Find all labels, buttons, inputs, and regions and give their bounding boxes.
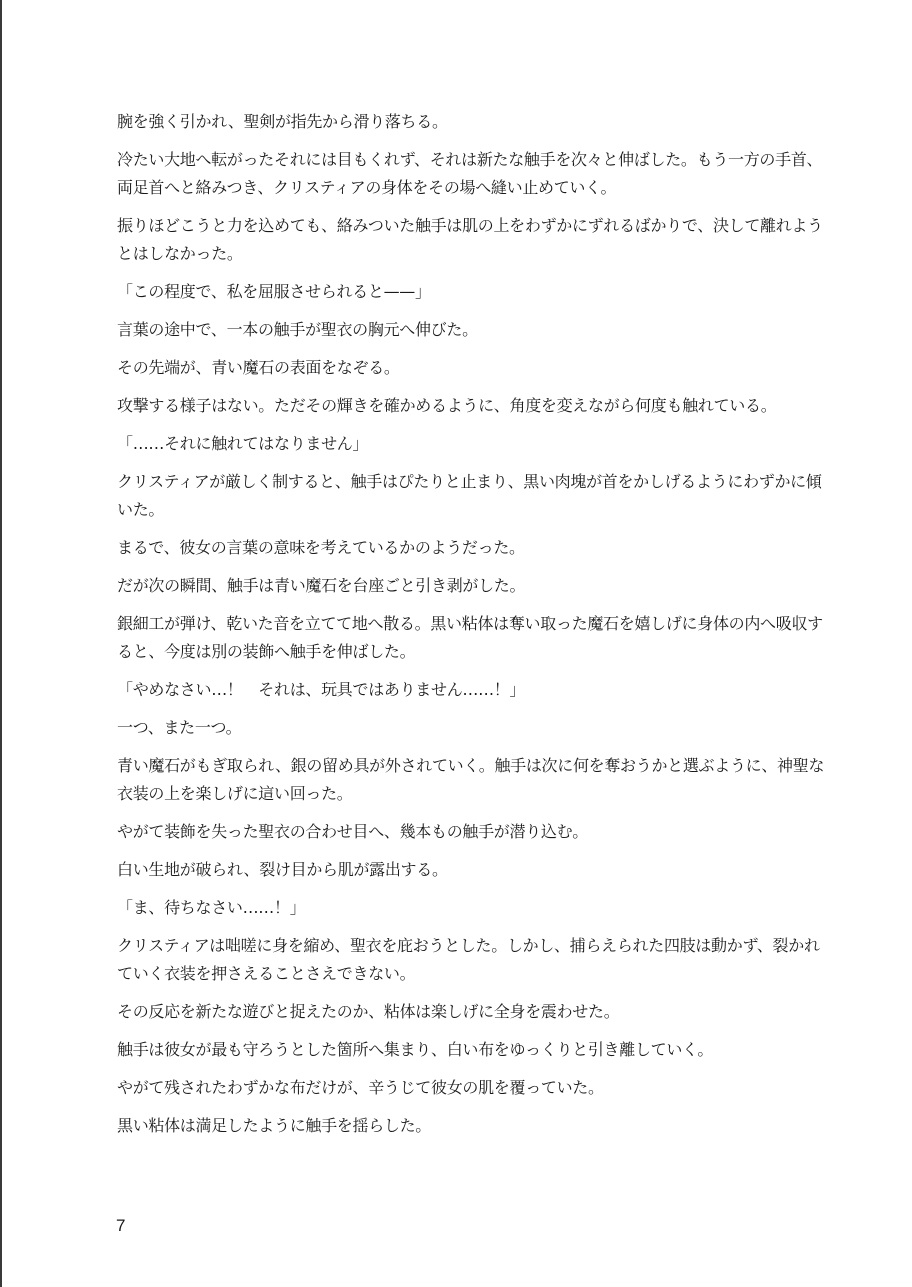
paragraph: 腕を強く引かれ、聖剣が指先から滑り落ちる。	[117, 112, 448, 131]
paragraph: だが次の瞬間、触手は青い魔石を台座ごと引き剥がした。	[117, 576, 526, 595]
paragraph: 言葉の途中で、一本の触手が聖衣の胸元へ伸びた。	[117, 320, 478, 339]
paragraph: 「……それに触れてはなりません」	[117, 434, 369, 453]
paragraph: 銀細工が弾け、乾いた音を立てて地へ散る。黒い粘体は奪い取った魔石を嬉しげに身体の内へ吸収すると、今度は別の装飾へ触手を伸ばした。	[117, 614, 823, 661]
paragraph: 黒い粘体は満足したように触手を揺らした。	[117, 1116, 432, 1135]
paragraph: 「この程度で、私を屈服させられると——」	[117, 282, 431, 301]
paragraph: やがて装飾を失った聖衣の合わせ目へ、幾本もの触手が潜り込む。	[117, 822, 589, 841]
paragraph: まるで、彼女の言葉の意味を考えているかのようだった。	[117, 538, 525, 557]
paragraph: 「ま、待ちなさい……！」	[117, 898, 306, 917]
paragraph: 触手は彼女が最も守ろうとした箇所へ集まり、白い布をゆっくりと引き離していく。	[117, 1040, 714, 1059]
paragraph: 攻撃する様子はない。ただその輝きを確かめるように、角度を変えながら何度も触れている。	[117, 396, 777, 415]
body-text	[117, 108, 827, 1150]
paragraph: 白い生地が破られ、裂け目から肌が露出する。	[117, 860, 448, 879]
paragraph: 「やめなさい…！ それは、玩具ではありません……！」	[117, 680, 526, 699]
paragraph: その反応を新たな遊びと捉えたのか、粘体は楽しげに全身を震わせた。	[117, 1002, 620, 1021]
paragraph: クリスティアは咄嗟に身を縮め、聖衣を庇おうとした。しかし、捕らえられた四肢は動かず、裂かれていく衣装を押さえることさえできない。	[117, 936, 820, 983]
paragraph: 振りほどこうと力を込めても、絡みついた触手は肌の上をわずかにずれるばかりで、決して離れようとはしなかった。	[117, 216, 823, 263]
paragraph: 冷たい大地へ転がったそれには目もくれず、それは新たな触手を次々と伸ばした。もう一方の手首、両足首へと絡みつき、クリスティアの身体をその場へ縫い止めていく。	[117, 150, 823, 197]
paragraph: やがて残されたわずかな布だけが、辛うじて彼女の肌を覆っていた。	[117, 1078, 604, 1097]
paragraph: 青い魔石がもぎ取られ、銀の留め具が外されていく。触手は次に何を奪おうかと選ぶように、神聖な衣装の上を楽しげに這い回った。	[117, 756, 825, 803]
paragraph: 一つ、また一つ。	[117, 718, 242, 737]
paragraph: その先端が、青い魔石の表面をなぞる。	[117, 358, 400, 377]
page-number: 7	[116, 1216, 126, 1235]
paragraph: クリスティアが厳しく制すると、触手はぴたりと止まり、黒い肉塊が首をかしげるようにわずかに傾いた。	[117, 472, 822, 519]
